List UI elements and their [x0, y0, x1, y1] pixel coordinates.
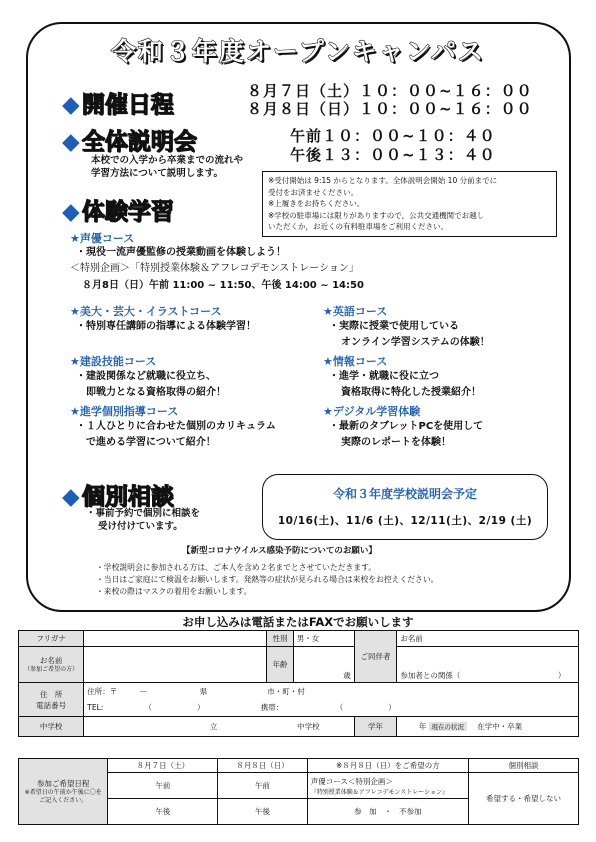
notice-line: 受付をお済ませください。 — [268, 187, 358, 197]
junior-high-suffix: 中学校 — [297, 722, 320, 731]
notice-box — [262, 171, 557, 237]
schedule-line-1: ８月７日（土）１０：００~１６：００ — [247, 82, 533, 100]
build-course-title: ★建設技能コース — [70, 355, 157, 368]
tel-field[interactable]: TEL: （ ） 携帯： （ ） — [87, 703, 396, 712]
school-info-dates: 10/16(土)、11/6 (土)、12/11(土)、2/19 (土) — [277, 515, 533, 527]
ritsu-text: 立 — [209, 722, 218, 731]
aug8-pm-option[interactable]: 午後 — [218, 799, 307, 825]
address-field[interactable]: 住所：〒 ー 県 市・町・村 — [87, 687, 305, 696]
consult-line-1: ・事前予約で個別に相談を — [86, 508, 201, 519]
consult-heading: ◆個別相談 — [62, 484, 174, 510]
diamond-icon: ◆ — [62, 484, 80, 510]
diamond-icon: ◆ — [62, 92, 80, 118]
aug8-am-option[interactable]: 午前 — [218, 773, 307, 799]
briefing-desc-1: 本校での入学から卒業までの流れや — [91, 155, 244, 166]
art-course-title: ★美大・芸大・イラストコース — [70, 305, 222, 318]
corona-line-3: ・来校の際はマスクの着用をお願いします。 — [96, 587, 252, 596]
school-info-box — [262, 474, 548, 540]
notice-line: ※上履きをお持ちください。 — [268, 199, 365, 208]
application-form — [18, 630, 579, 737]
status-label: 現在の状況 — [429, 722, 467, 731]
info-course-title: ★情報コース — [323, 355, 388, 368]
english-course-title: ★英語コース — [323, 305, 388, 318]
consult-choice[interactable]: 希望する・希望しない — [469, 773, 579, 825]
art-course-line-1: ・特別専任講師の指導による体験学習！ — [76, 321, 256, 332]
companion-name-field[interactable]: お名前 — [397, 631, 579, 647]
diamond-icon: ◆ — [62, 129, 80, 155]
experience-heading: ◆体験学習 — [62, 199, 174, 225]
age-label: 年齢 — [267, 647, 293, 683]
voice-course-cell — [307, 773, 468, 799]
name-label-text: お名前 — [39, 656, 63, 665]
age-field[interactable]: 歳 — [293, 647, 354, 683]
consult-line-2: 受け付けています。 — [98, 521, 183, 532]
aug7-am-option[interactable]: 午前 — [108, 773, 218, 799]
aug8-head: ８月８日（日） — [218, 759, 307, 773]
aug7-pm-option[interactable]: 午後 — [108, 799, 218, 825]
address-label: 住 所 — [39, 689, 63, 699]
digital-course-title: ★デジタル学習体験 — [323, 405, 421, 418]
grade-label: 学年 — [354, 717, 397, 737]
gender-label: 性別 — [267, 631, 293, 647]
briefing-pm: 午後１３：００~１３：４０ — [290, 146, 496, 164]
english-course-line-1: ・実際に授業で使用している — [329, 321, 459, 332]
aug8-voice-head: ※８月８日（日）をご希望の方 — [307, 759, 468, 773]
digital-course-line-2: 実際のレポートを体験！ — [341, 437, 451, 448]
voice-course-title: ★声優コース — [70, 232, 135, 245]
wish-note: ※希望日の午前か午後に〇をご記入ください。 — [24, 789, 102, 804]
school-info-title: 令和３年度学校説明会予定 — [332, 487, 477, 501]
voice-course-subtext: 『特別授業体験＆アフレコデモンストレーション』 — [310, 788, 449, 796]
corona-line-2: ・当日はご家庭にて検温をお願いします。発熱等の症状が見られる場合は来校をお控えください。 — [96, 575, 439, 584]
digital-course-line-1: ・最新のタブレットPCを使用して — [329, 421, 484, 432]
advance-course-line-2: で進める学習について紹介！ — [86, 437, 216, 448]
build-course-line-1: ・建設関係など就職に役立ち、 — [76, 371, 216, 382]
name-note: （参加ご希望の方） — [24, 666, 79, 673]
notice-line: ※受付開始は 9:15 からとなります。全体説明会開始 10 分前までに — [268, 176, 498, 185]
corona-title: 【新型コロナウイルス感染予防についてのお願い】 — [182, 546, 377, 556]
voice-course-line-3: ８月8日（日）午前 11:00 ~ 11:50、午後 14:00 ~ 14:50 — [82, 280, 364, 291]
wish-label-text: 参加ご希望日程 — [36, 779, 90, 788]
address-phone-field[interactable] — [84, 683, 579, 717]
junior-high-label: 中学校 — [19, 717, 84, 737]
furigana-label: フリガナ — [19, 631, 84, 647]
companion-label: ご同伴者 — [354, 631, 397, 683]
grade-unit: 年 — [418, 722, 427, 731]
notice-line: ※学校の駐車場には限りがありますので，公共交通機関でお越し — [268, 210, 485, 220]
schedule-heading: ◆開催日程 — [62, 92, 174, 118]
phone-label: 電話番号 — [36, 700, 67, 710]
name-label — [19, 647, 84, 683]
build-course-line-2: 即戦力となる資格取得の紹介！ — [86, 387, 226, 398]
briefing-heading: ◆全体説明会 — [62, 129, 197, 155]
corona-line-1: ・学校説明会に参加される方は、ご本人を含め２名までとさせていただきます。 — [96, 563, 377, 572]
gender-field[interactable]: 男・女 — [293, 631, 354, 647]
voice-course-text: 声優コース＜特別企画＞ — [310, 776, 393, 786]
advance-course-title: ★進学個別指導コース — [70, 405, 179, 418]
info-course-line-1: ・進学・就職に役に立つ — [329, 371, 439, 382]
voice-join-choice[interactable]: 参 加 ・ 不参加 — [307, 799, 468, 825]
status-value[interactable]: 在学中・卒業 — [477, 722, 523, 731]
consult-head: 個別相談 — [469, 759, 579, 773]
info-course-line-2: 資格取得に特化した授業紹介！ — [341, 387, 481, 398]
advance-course-line-1: ・１人ひとりに合わせた個別のカリキュラム — [76, 421, 276, 432]
briefing-desc-2: 学習方法について説明します。 — [91, 168, 224, 179]
apply-instruction: お申し込みは電話またはFAXでお願いします — [182, 615, 414, 629]
diamond-icon: ◆ — [62, 199, 80, 225]
voice-course-line-1: ・現役一流声優監修の授業動画を体験しよう！ — [76, 247, 286, 258]
voice-course-line-2: ＜特別企画＞「特別授業体験＆アフレコデモンストレーション」 — [70, 263, 359, 274]
wish-label — [19, 759, 108, 825]
notice-line: いただくか，お近くの有料駐車場をご利用ください。 — [268, 222, 448, 231]
schedule-line-2: ８月８日（日）１０：００~１６：００ — [247, 100, 533, 118]
page-title: 令和３年度オープンキャンパス — [110, 37, 485, 66]
english-course-line-2: オンライン学習システムの体験！ — [341, 337, 490, 348]
name-field[interactable] — [84, 647, 267, 683]
junior-high-field[interactable] — [84, 717, 354, 737]
address-phone-label — [19, 683, 84, 717]
furigana-field[interactable] — [84, 631, 267, 647]
briefing-am: 午前１０：００~１０：４０ — [290, 127, 496, 145]
relation-field[interactable]: 参加者との関係（ ） — [397, 647, 579, 683]
aug7-head: ８月７日（土） — [108, 759, 218, 773]
grade-status-field[interactable] — [397, 717, 579, 737]
schedule-form — [18, 758, 579, 825]
